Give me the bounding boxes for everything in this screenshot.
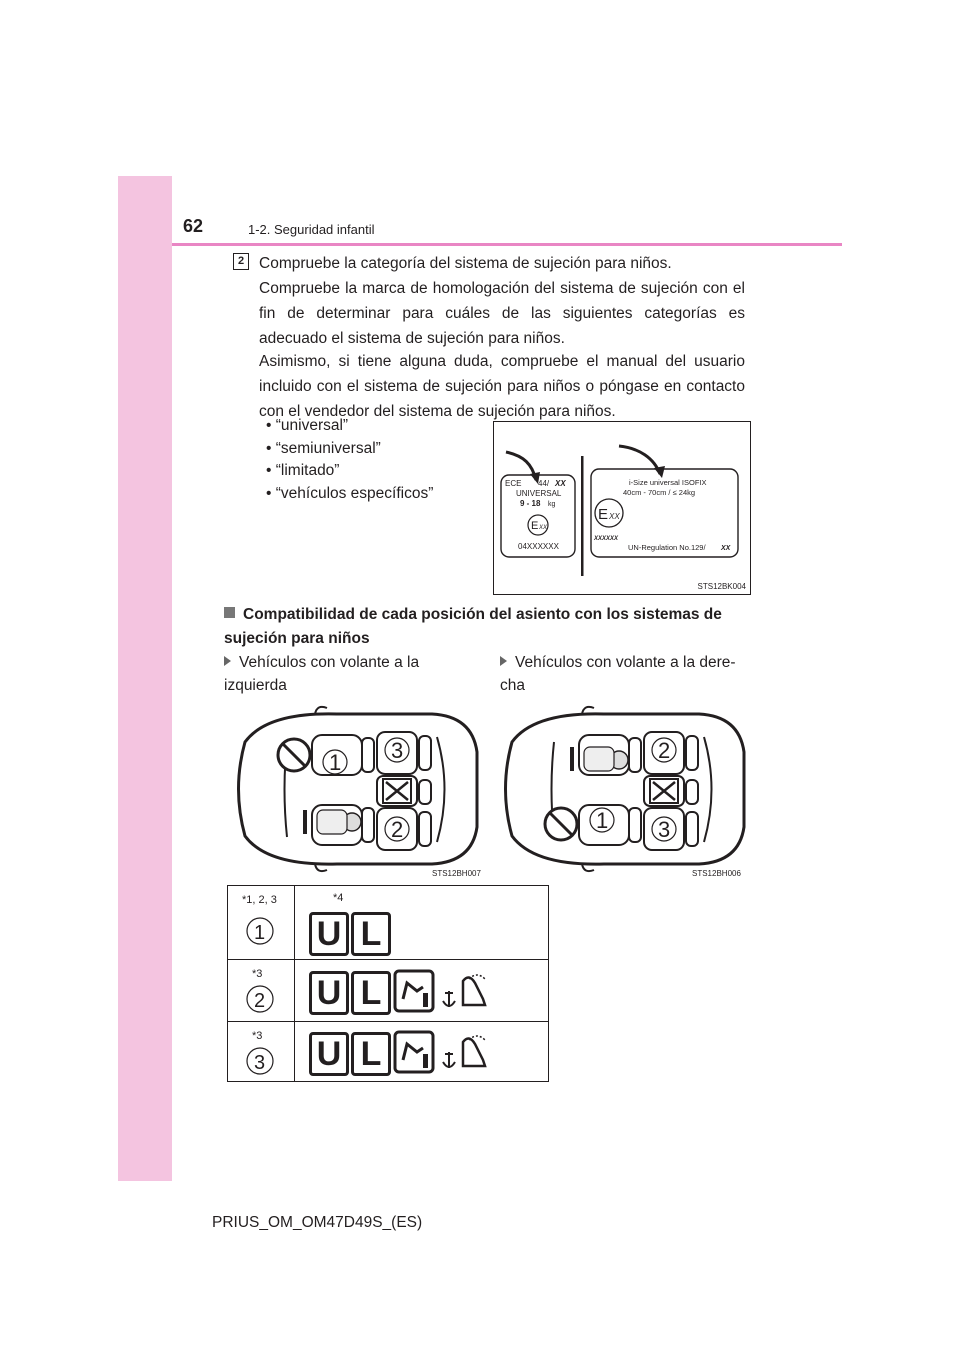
lhd-car-svg <box>227 702 482 880</box>
rhd-subheading <box>500 651 745 697</box>
label-ece-text: ECE <box>505 479 522 488</box>
rhd-seat-2-label: 2 <box>658 738 671 763</box>
triangle-bullet-icon <box>224 656 231 666</box>
footnote-ref: *3 <box>252 968 263 980</box>
approval-labels-svg <box>494 422 750 594</box>
isize-e-mark: E <box>598 506 609 523</box>
section-heading <box>224 603 745 651</box>
limited-badge: L <box>351 912 391 956</box>
isize-e-mark-xx: XX <box>609 512 620 521</box>
label-universal-text: UNIVERSAL <box>516 489 562 498</box>
svg-text:3: 3 <box>254 1052 266 1074</box>
rhd-caption: STS12BH006 <box>692 869 741 878</box>
universal-badge: U <box>309 1032 349 1076</box>
lhd-seat-2-label: 2 <box>391 817 404 842</box>
seat-compatibility-table <box>227 885 549 1082</box>
triangle-bullet-icon <box>500 656 507 666</box>
footnote-ref: *1, 2, 3 <box>242 894 277 906</box>
universal-badge: U <box>309 971 349 1015</box>
label-code: 04XXXXXX <box>518 542 559 551</box>
category-item: • “universal” <box>266 415 433 438</box>
label-unit-text: kg <box>548 501 556 508</box>
isize-title-text: i-Size universal ISOFIX <box>629 478 707 487</box>
svg-text:1: 1 <box>254 922 266 944</box>
seat-number-icon <box>245 916 275 946</box>
lhd-caption: STS12BH007 <box>432 869 481 878</box>
category-list <box>266 415 433 505</box>
isize-code: XXXXXX <box>594 536 619 542</box>
isize-regulation-xx: XX <box>721 545 731 552</box>
category-item: • “semiuniversal” <box>266 438 433 461</box>
label-weight-text: 9 - 18 <box>520 499 541 508</box>
isize-regulation: UN-Regulation No.129/ <box>628 543 706 552</box>
label-e-mark: E <box>531 520 539 532</box>
step-title: Compruebe la categoría del sistema de sujeción para niños. <box>259 255 672 272</box>
label-xx-text: XX <box>555 479 566 488</box>
rhd-seat-3-label: 3 <box>658 817 671 842</box>
label-regulation-text: 44/ <box>538 479 550 488</box>
footnote-ref: *4 <box>333 892 344 904</box>
isofix-icon <box>441 1030 489 1074</box>
table-row <box>228 886 549 960</box>
rhd-car-diagram <box>494 702 749 880</box>
lhd-seat-1-label: 1 <box>329 750 342 775</box>
seat-cell <box>228 1022 295 1082</box>
symbols-cell <box>295 1022 549 1082</box>
section-heading-text: Compatibilidad de cada posición del asiento con los sistemas de sujeción para niños <box>224 606 722 647</box>
seat-number-icon <box>245 1046 275 1076</box>
footnote-ref: *3 <box>252 1030 263 1042</box>
i-size-icon <box>393 969 435 1013</box>
limited-badge: L <box>351 1032 391 1076</box>
isofix-icon <box>441 969 489 1013</box>
lhd-label: Vehículos con volante a la izquierda <box>224 654 420 694</box>
limited-badge: L <box>351 971 391 1015</box>
square-bullet-icon <box>224 607 235 618</box>
table-row <box>228 960 549 1022</box>
isize-range-text: 40cm - 70cm / ≤ 24kg <box>623 488 696 497</box>
symbols-cell <box>295 886 549 960</box>
figure-caption: STS12BK004 <box>697 582 746 591</box>
step-paragraph-1: Compruebe la marca de homologación del sistema de sujeción con el fin de determinar para cuáles de las siguientes categorías es adecuado el sistema de sujeción para niños. <box>259 280 745 347</box>
category-item: • “vehículos específicos” <box>266 483 433 506</box>
lhd-subheading <box>224 651 480 697</box>
page-number: 62 <box>183 216 204 236</box>
step-number-badge: 2 <box>233 253 249 270</box>
document-footer: PRIUS_OM_OM47D49S_(ES) <box>212 1214 423 1231</box>
seat-cell <box>228 960 295 1022</box>
symbols-cell <box>295 960 549 1022</box>
category-item: • “limitado” <box>266 460 433 483</box>
universal-badge: U <box>309 912 349 956</box>
seat-cell <box>228 886 295 960</box>
rhd-car-svg <box>494 702 749 880</box>
approval-label-figure <box>493 421 751 595</box>
lhd-car-diagram <box>227 702 482 880</box>
header-rule <box>172 243 842 246</box>
table-row <box>228 1022 549 1082</box>
sidebar-tab <box>118 176 172 1181</box>
seat-number-icon <box>245 984 275 1014</box>
i-size-icon <box>393 1030 435 1074</box>
lhd-seat-3-label: 3 <box>391 738 404 763</box>
label-e-mark-xx: XX <box>539 525 548 531</box>
section-title: 1-2. Seguridad infantil <box>248 222 375 237</box>
rhd-label: Vehículos con volante a la dere-cha <box>500 654 736 694</box>
step-paragraph-2: Asimismo, si tiene alguna duda, compruebe el manual del usuario incluido con el sistema de sujeción para niños o póngase en contacto con el vendedor del sistema de sujeción para niños. <box>259 353 745 420</box>
rhd-seat-1-label: 1 <box>596 808 609 833</box>
svg-text:2: 2 <box>254 990 266 1012</box>
